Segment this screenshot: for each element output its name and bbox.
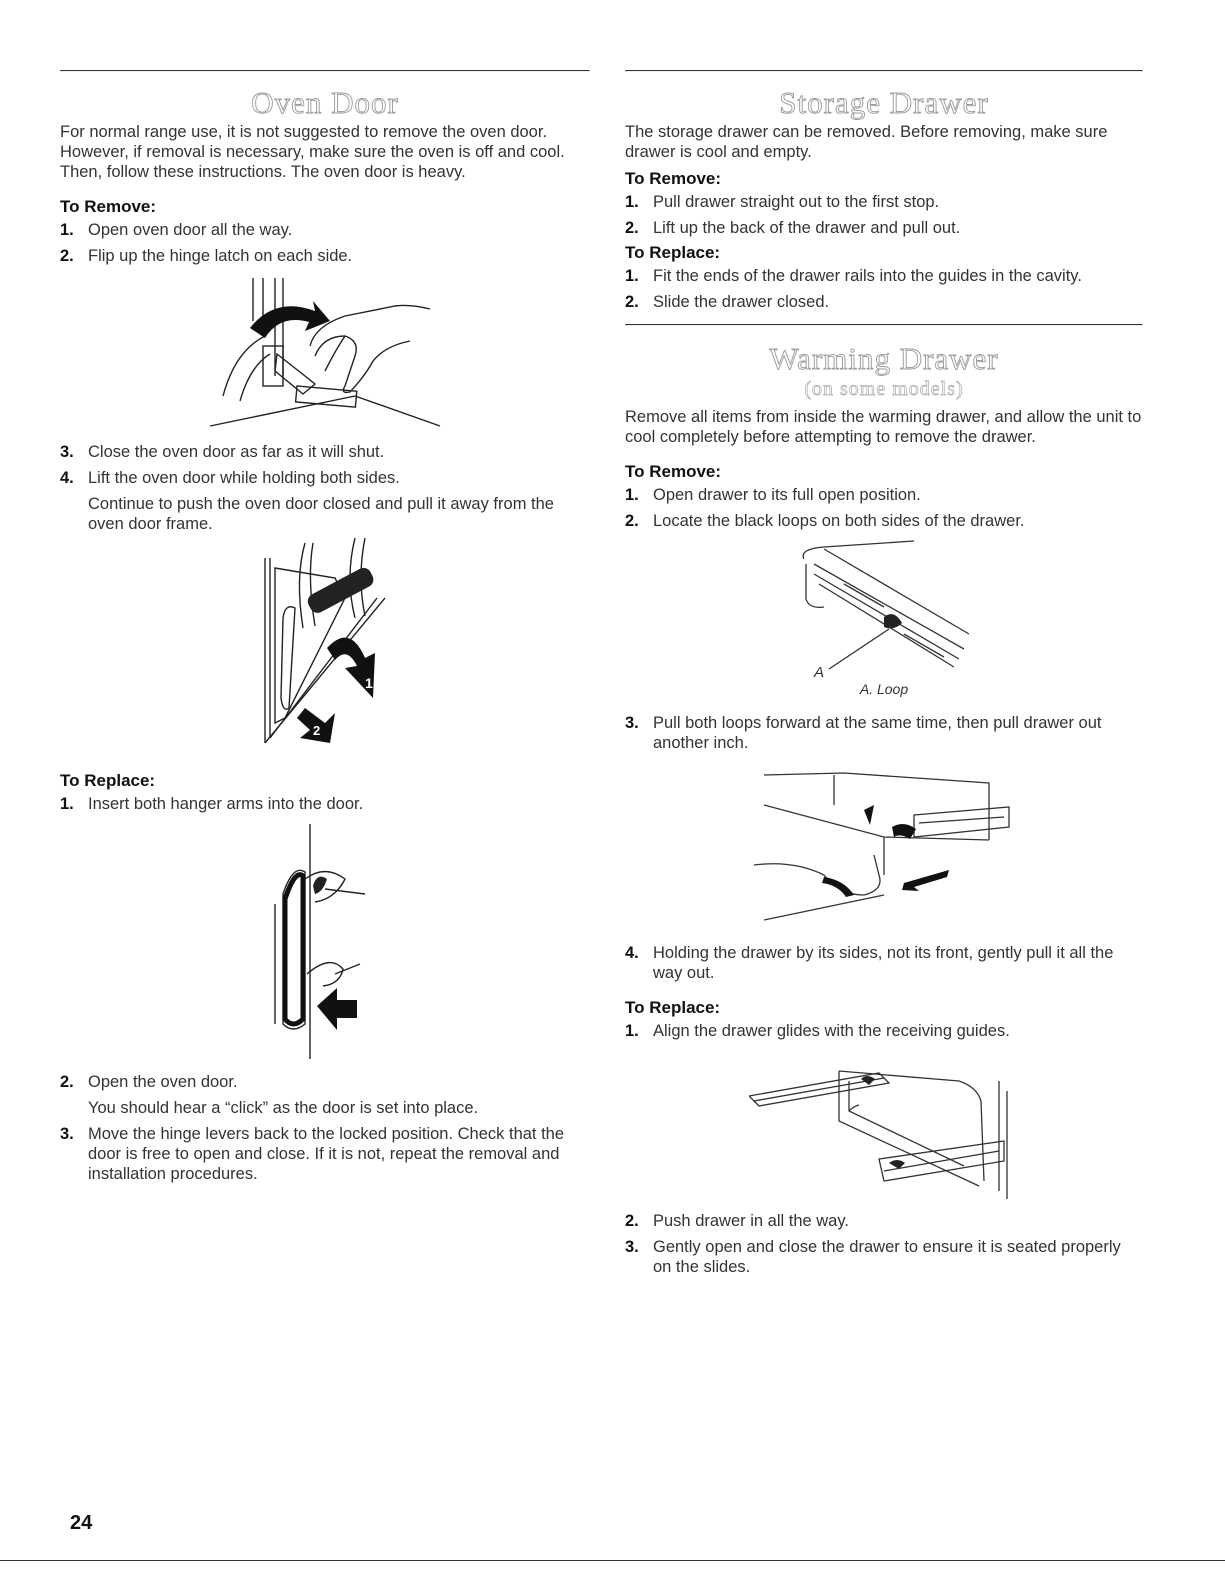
figure-label: 1 bbox=[365, 675, 373, 691]
oven-door-section bbox=[60, 70, 590, 1184]
storage-drawer-remove-steps bbox=[625, 192, 1143, 238]
oven-door-remove-steps-cont bbox=[60, 442, 590, 534]
storage-drawer-replace-steps bbox=[625, 266, 1143, 312]
loop-caption: A. Loop bbox=[859, 681, 909, 697]
oven-door-intro: For normal range use, it is not suggested to remove the oven door. However, if removal is necessary, make sure the oven is off and cool. Then, follow these instructions. The oven door is heavy. bbox=[60, 123, 565, 181]
drawer-loop-illustration bbox=[784, 539, 984, 679]
hinge-latch-illustration bbox=[205, 276, 445, 436]
section-divider bbox=[60, 70, 590, 72]
lift-door-illustration bbox=[225, 538, 425, 758]
list-item: 2. Push drawer in all the way. bbox=[625, 1212, 849, 1230]
oven-door-title: Oven Door bbox=[251, 85, 399, 120]
list-item: 1. Open drawer to its full open position. bbox=[625, 486, 921, 504]
oven-door-replace-heading: To Replace: bbox=[60, 771, 156, 790]
drawer-glides-illustration bbox=[749, 1051, 1019, 1201]
list-item: 2. Slide the drawer closed. bbox=[625, 293, 830, 311]
oven-door-remove-steps bbox=[60, 220, 590, 266]
list-item: 3. Gently open and close the drawer to ensure it is seated properly on the slides. bbox=[625, 1238, 1121, 1276]
list-item: 1. Pull drawer straight out to the first stop. bbox=[625, 193, 940, 211]
list-item: 3. Pull both loops forward at the same time, then pull drawer out another inch. bbox=[625, 714, 1102, 752]
storage-drawer-intro: The storage drawer can be removed. Before removing, make sure drawer is cool and empty. bbox=[625, 123, 1108, 161]
warming-drawer-replace-steps bbox=[625, 1021, 1143, 1041]
oven-door-replace-steps bbox=[60, 794, 590, 814]
warming-drawer-remove-steps-cont bbox=[625, 713, 1143, 753]
figure-label: 2 bbox=[313, 723, 321, 738]
list-item: 1. Open oven door all the way. bbox=[60, 221, 293, 239]
warming-drawer-subtitle: (on some models) bbox=[804, 378, 964, 400]
pull-drawer-illustration bbox=[754, 765, 1014, 925]
storage-drawer-remove-heading: To Remove: bbox=[625, 169, 722, 188]
list-item: 4. Holding the drawer by its sides, not its front, gently pull it all the way out. bbox=[625, 944, 1114, 982]
list-item: 2. Flip up the hinge latch on each side. bbox=[60, 247, 353, 265]
hanger-arms-illustration bbox=[245, 824, 405, 1064]
list-item: 2. Locate the black loops on both sides of the drawer. bbox=[625, 512, 1025, 530]
oven-door-replace-steps-cont bbox=[60, 1072, 590, 1184]
warming-drawer-remove-heading: To Remove: bbox=[625, 462, 722, 481]
callout-label: A bbox=[814, 664, 825, 679]
warming-drawer-replace-steps-cont bbox=[625, 1211, 1143, 1277]
warming-drawer-remove-steps bbox=[625, 485, 1143, 531]
list-item: 2. Open the oven door. You should hear a “click” as the door is set into place. bbox=[60, 1073, 479, 1117]
page-number: 24 bbox=[70, 1512, 93, 1534]
warming-drawer-replace-heading: To Replace: bbox=[625, 998, 721, 1017]
list-item: 3. Close the oven door as far as it will shut. bbox=[60, 443, 385, 461]
section-divider bbox=[625, 324, 1143, 326]
storage-drawer-title: Storage Drawer bbox=[779, 85, 989, 120]
list-item: 2. Lift up the back of the drawer and pull out. bbox=[625, 219, 961, 237]
warming-drawer-title: Warming Drawer bbox=[769, 341, 999, 376]
list-item: 1. Fit the ends of the drawer rails into the guides in the cavity. bbox=[625, 267, 1082, 285]
warming-drawer-intro: Remove all items from inside the warming drawer, and allow the unit to cool completely before attempting to remove the drawer. bbox=[625, 408, 1142, 446]
list-item: 1. Align the drawer glides with the receiving guides. bbox=[625, 1022, 1010, 1040]
storage-drawer-replace-heading: To Replace: bbox=[625, 243, 721, 262]
warming-drawer-remove-steps-cont2 bbox=[625, 943, 1143, 983]
drawer-sections bbox=[625, 70, 1143, 1277]
section-divider bbox=[625, 70, 1143, 72]
list-item: 3. Move the hinge levers back to the locked position. Check that the door is free to open and close. If it is not, repeat the removal and installation procedures. bbox=[60, 1125, 565, 1183]
footer-rule bbox=[0, 1560, 1225, 1561]
list-item: 1. Insert both hanger arms into the door. bbox=[60, 795, 364, 813]
list-item: 4. Lift the oven door while holding both sides. Continue to push the oven door closed and pull it away from the oven door frame. bbox=[60, 469, 554, 533]
oven-door-remove-heading: To Remove: bbox=[60, 197, 157, 216]
